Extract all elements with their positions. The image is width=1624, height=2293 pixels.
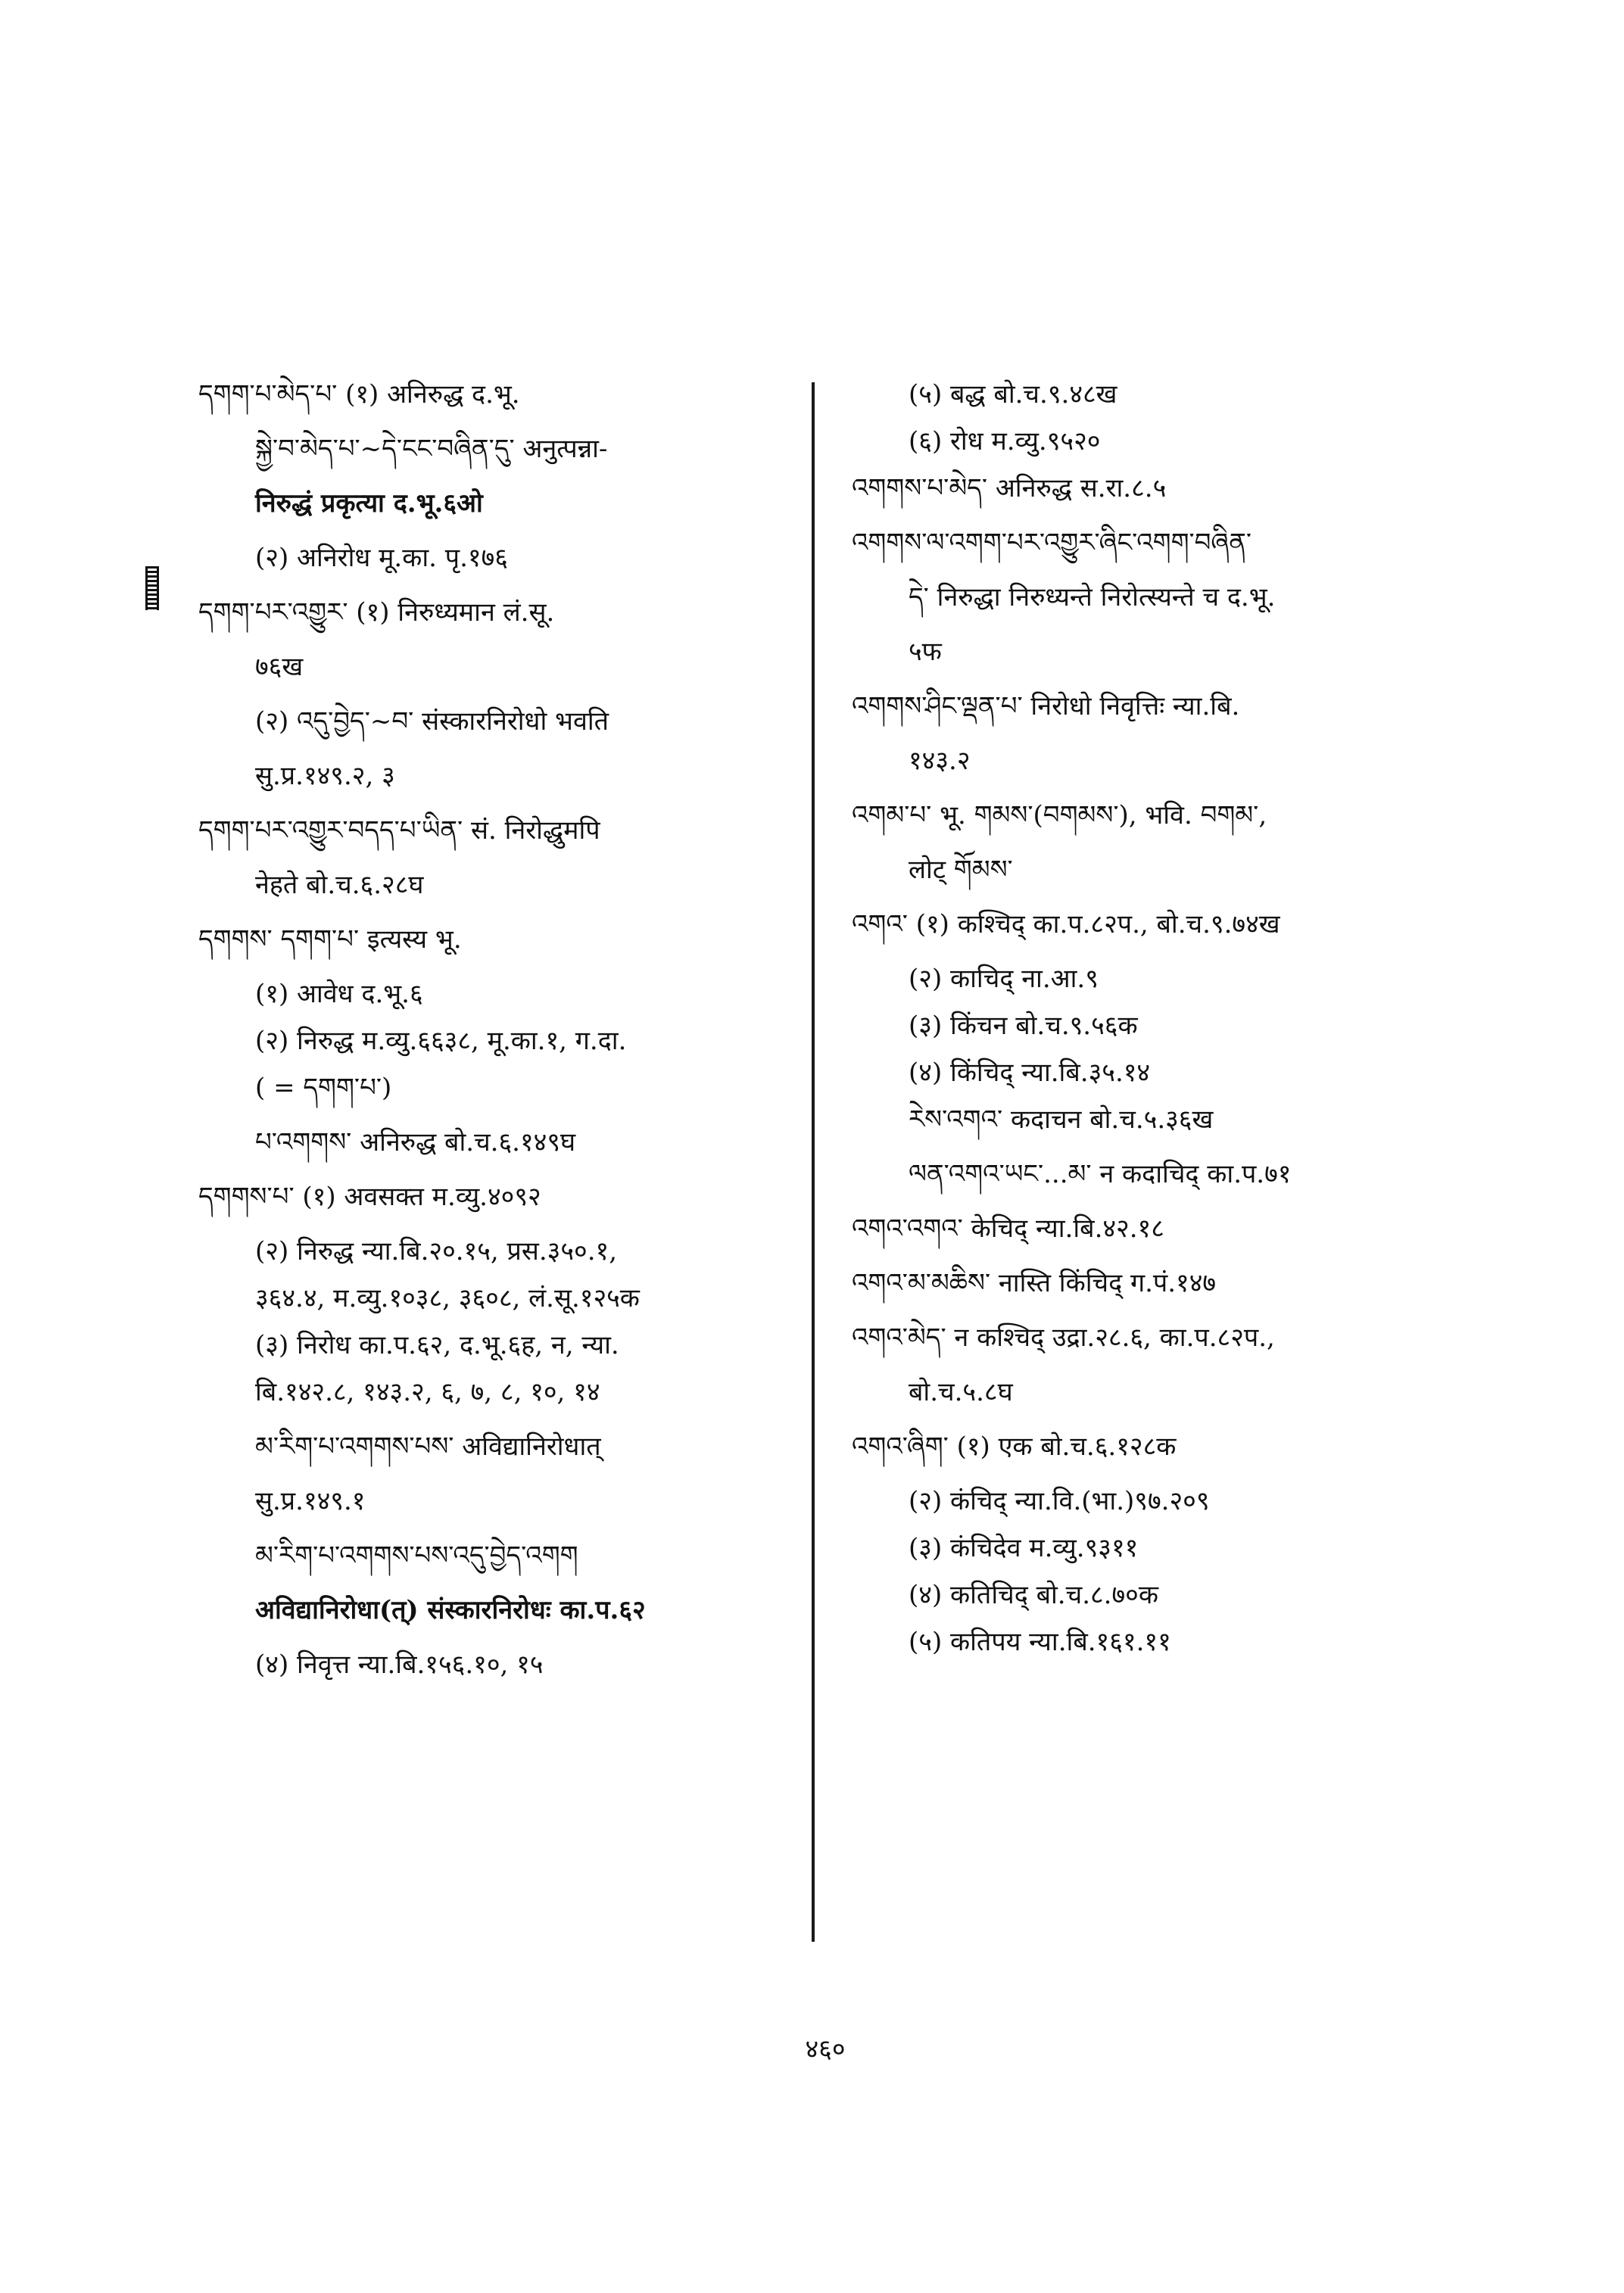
entry-line: (४) कतिचिद् बो.च.८.७०क: [909, 1580, 1158, 1610]
entry-line: དགག་པར་འགྱུར་བདད་པ་ཡིན་ सं. निरोद्धुमपि: [198, 815, 600, 846]
entry-line: དེ་ निरुद्धा निरुध्यन्ते निरोत्स्यन्ते च द.भू.: [909, 582, 1276, 612]
entry-line: དགགས་པ་ (१) अवसक्त म.व्यु.४०९२: [198, 1182, 541, 1212]
entry-line: बो.च.५.८घ: [909, 1377, 1013, 1407]
entry-line: (२) अनिरोध मू.का. पृ.१७६: [255, 543, 508, 573]
entry-line: སྐྱེ་བ་མེད་པ་~དེ་ངང་བཞིན་དུ་ अनुत्पन्ना-: [255, 434, 608, 464]
entry-line: འགའ་མེད་ न कश्चिद् उद्रा.२८.६, का.प.८२प.,: [852, 1323, 1275, 1353]
entry-line: ३६४.४, म.व्यु.१०३८, ३६०८, लं.सू.१२५क: [255, 1283, 640, 1313]
entry-line: लोट् གོམས་: [909, 855, 1013, 885]
entry-line: དགག་པ་མེད་པ་ (१) अनिरुद्ध द.भू.: [198, 379, 520, 410]
entry-line: (१) आवेध द.भू.६: [255, 979, 423, 1009]
entry-line: འགགས་ཤིང་ལྡན་པ་ निरोधो निवृत्तिः न्या.बि.: [852, 691, 1240, 721]
entry-line: པ་འགགས་ अनिरुद्ध बो.च.६.१४९घ: [255, 1127, 576, 1157]
entry-line: अविद्यानिरोधा(त्) संस्कारनिरोधः का.प.६२: [255, 1595, 646, 1625]
margin-mark: [145, 566, 159, 610]
entry-line: (२) निरुद्ध न्या.बि.२०.१५, प्रस.३५०.१,: [255, 1236, 618, 1266]
column-divider: [812, 382, 815, 1942]
entry-line: (३) कंचिदेव म.व्यु.९३११: [909, 1533, 1139, 1563]
entry-line: (२) कंचिद् न्या.वि.(भा.)९७.२०९: [909, 1486, 1210, 1516]
entry-line: (३) किंचन बो.च.९.५६क: [909, 1011, 1138, 1041]
entry-line: (३) निरोध का.प.६२, द.भू.६ह, न, न्या.: [255, 1330, 619, 1360]
entry-line: འགའ་ཞིག་ (१) एक बो.च.६.१२८क: [852, 1432, 1177, 1462]
entry-line: निरुद्धं प्रकृत्या द.भू.६ओ: [255, 488, 483, 519]
entry-line: १४३.२: [909, 746, 971, 776]
page-number: ४६०: [805, 2034, 846, 2064]
entry-line: (४) किंचिद् न्या.बि.३५.१४: [909, 1058, 1151, 1088]
entry-line: འགའ་ (१) कश्चिद् का.प.८२प., बो.च.९.७४ख: [852, 909, 1280, 939]
entry-line: ལན་འགའ་ཡང་...མ་ न कदाचिद् का.प.७१: [909, 1159, 1292, 1189]
entry-line: འགམ་པ་ भू. གམས་(བགམས་), भवि. བགམ་,: [852, 800, 1267, 830]
entry-line: नेहते बो.च.६.२८घ: [255, 870, 424, 900]
entry-line: དགགས་ དགག་པ་ इत्यस्य भू.: [198, 924, 462, 955]
entry-line: འགགས་ལ་འགག་པར་འགྱུར་ཞིང་འགག་བཞིན་: [852, 528, 1252, 558]
entry-line: (२) निरुद्ध म.व्यु.६६३८, मू.का.१, ग.दा.: [255, 1026, 627, 1056]
entry-line: དགག་པར་འགྱུར་ (१) निरुध्यमान लं.सू.: [198, 597, 555, 628]
entry-line: ७६ख: [255, 652, 304, 682]
entry-line: (२) འདུ་བྱེད་~བ་ संस्कारनिरोधो भवति: [255, 706, 609, 737]
entry-line: འགའ་འགའ་ केचिद् न्या.बि.४२.१८: [852, 1213, 1164, 1244]
entry-line: (५) कतिपय न्या.बि.१६१.११: [909, 1627, 1171, 1657]
entry-line: ५फ: [909, 637, 942, 667]
entry-line: (६) रोध म.व्यु.९५२०: [909, 426, 1101, 456]
entry-line: རེས་འགའ་ कदाचन बो.च.५.३६ख: [909, 1104, 1214, 1135]
entry-line: (२) काचिद् ना.आ.९: [909, 964, 1099, 994]
entry-line: बि.१४२.८, १४३.२, ६, ७, ८, १०, १४: [255, 1377, 600, 1407]
entry-line: सु.प्र.१४९.१: [255, 1486, 366, 1516]
right-column: [852, 379, 1473, 1681]
entry-line: (५) बद्ध बो.च.९.४८ख: [909, 379, 1117, 410]
entry-line: འགགས་པ་མེད་ अनिरुद्ध स.रा.८.५: [852, 473, 1167, 503]
entry-line: མ་རིག་པ་འགགས་པས་འདུ་བྱེད་འགག: [255, 1541, 578, 1571]
entry-line: མ་རིག་པ་འགགས་པས་ अविद्यानिरोधात्: [255, 1432, 601, 1462]
entry-line: (४) निवृत्त न्या.बि.१५६.१०, १५: [255, 1650, 544, 1680]
entry-line: འགའ་མ་མཆིས་ नास्ति किंचिद् ग.पं.१४७: [852, 1268, 1217, 1298]
entry-line: ( = དགག་པ་): [255, 1073, 392, 1103]
entry-line: सु.प्र.१४९.२, ३: [255, 761, 395, 791]
left-column: [198, 379, 789, 1703]
